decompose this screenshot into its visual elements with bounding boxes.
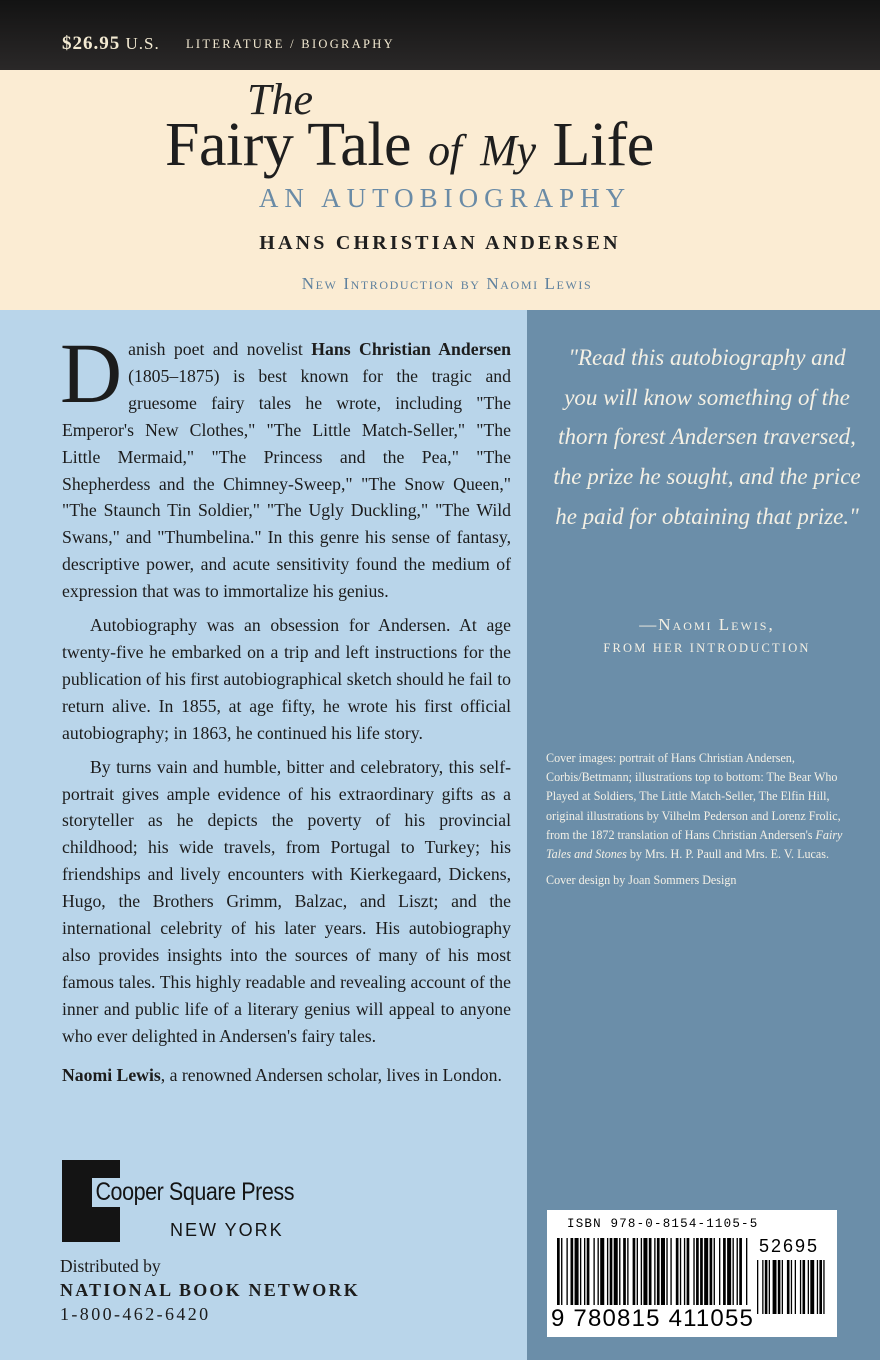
cover-credits [546,749,861,897]
distributor-name: NATIONAL BOOK NETWORK [60,1280,360,1300]
paragraph-2: Autobiography was an obsession for Andersen. At age twenty-five he embarked on a trip and left instructions for the publication of his first autobiographical sketch should he fail to return alive. In 1855, at age fifty, he wrote his first official autobiography; in 1863, he continued his life story. [62,615,511,743]
book-title: Fairy Tale of My Life [165,111,654,179]
subtitle: AN AUTOBIOGRAPHY [258,183,632,213]
publisher-city: NEW YORK [170,1220,284,1240]
image-credits: Cover images: portrait of Hans Christian Andersen, Corbis/Bettmann; illustrations top to bottom: The Bear Who Played at Soldiers, The Little Match-Seller, The Elfin Hill, original illustrations by Vilhelm Pederson and Lorenz Frolic, from the 1872 translation of Hans Christian Andersen's Fairy Tales and Stones by Mrs. H. P. Paull and Mrs. E. V. Lucas. [546,751,843,862]
editor-bio: Naomi Lewis, a renowned Andersen scholar, lives in London. [62,1064,502,1085]
distribution-info [60,1254,360,1326]
genre-label: LITERATURE / BIOGRAPHY [186,37,395,51]
publisher-name: Cooper Square Press [92,1178,297,1207]
distributor-phone: 1-800-462-6420 [60,1304,211,1324]
paragraph-3: By turns vain and humble, bitter and celebratory, this self-portrait gives ample evidence of his extraordinary gifts as a storyteller as he depicts the poverty of his provincial childhood; his wide travels, from Portugal to Turkey; his friendships and lively encounters with Kierkegaard, Dickens, Hugo, the Brothers Grimm, Balzac, and Liszt; and the international celebrity of his later years. His autobiography also provides insights into the sources of many of his most famous tales. This highly readable and revealing account of the inner and public life of a literary genius will appeal to anyone who ever delighted in Andersen's fairy tales. [62,756,511,1046]
author-name: HANS CHRISTIAN ANDERSEN [259,232,621,254]
paragraph-1: Danish poet and novelist Hans Christian Andersen (1805–1875) is best known for the tragic and gruesome fairy tales he wrote, including "The Emperor's New Clothes," "The Little Match-Seller," "The Little Mermaid," "The Princess and the Pea," "The Shepherdess and the Chimney-Sweep," "The Snow Queen," "The Staunch Tin Soldier," "The Ugly Duckling," "The Wild Swans," and "Thumbelina." In this genre his sense of fantasy, descriptive power, and acute sensitivity found the medium of expression that was to immortalize his genius. [60,325,511,602]
design-credit: Cover design by Joan Sommers Design [546,873,737,888]
price-code: 52695 [759,1236,820,1256]
description-text [60,325,511,1095]
quote-attribution: —Naomi Lewis, [639,615,775,634]
barcode-box [547,1210,837,1337]
title-the: The [247,75,313,124]
introduction-credit: New Introduction by Naomi Lewis [301,274,593,293]
pull-quote: "Read this autobiography and you will know something of the thorn forest Andersen traversed, the prize he sought, and the price he paid for obtaining that prize." [553,345,861,529]
publisher-logo [62,1160,295,1242]
quote-source: FROM HER INTRODUCTION [603,641,811,655]
drop-cap: D [60,325,123,421]
top-bar [0,0,880,70]
isbn-digits: 9 780815 411055 [551,1305,755,1332]
price-label: $26.95 U.S. [62,33,160,54]
distributed-by-label: Distributed by [60,1256,161,1276]
isbn-label: ISBN 978-0-8154-1105-5 [567,1217,759,1231]
